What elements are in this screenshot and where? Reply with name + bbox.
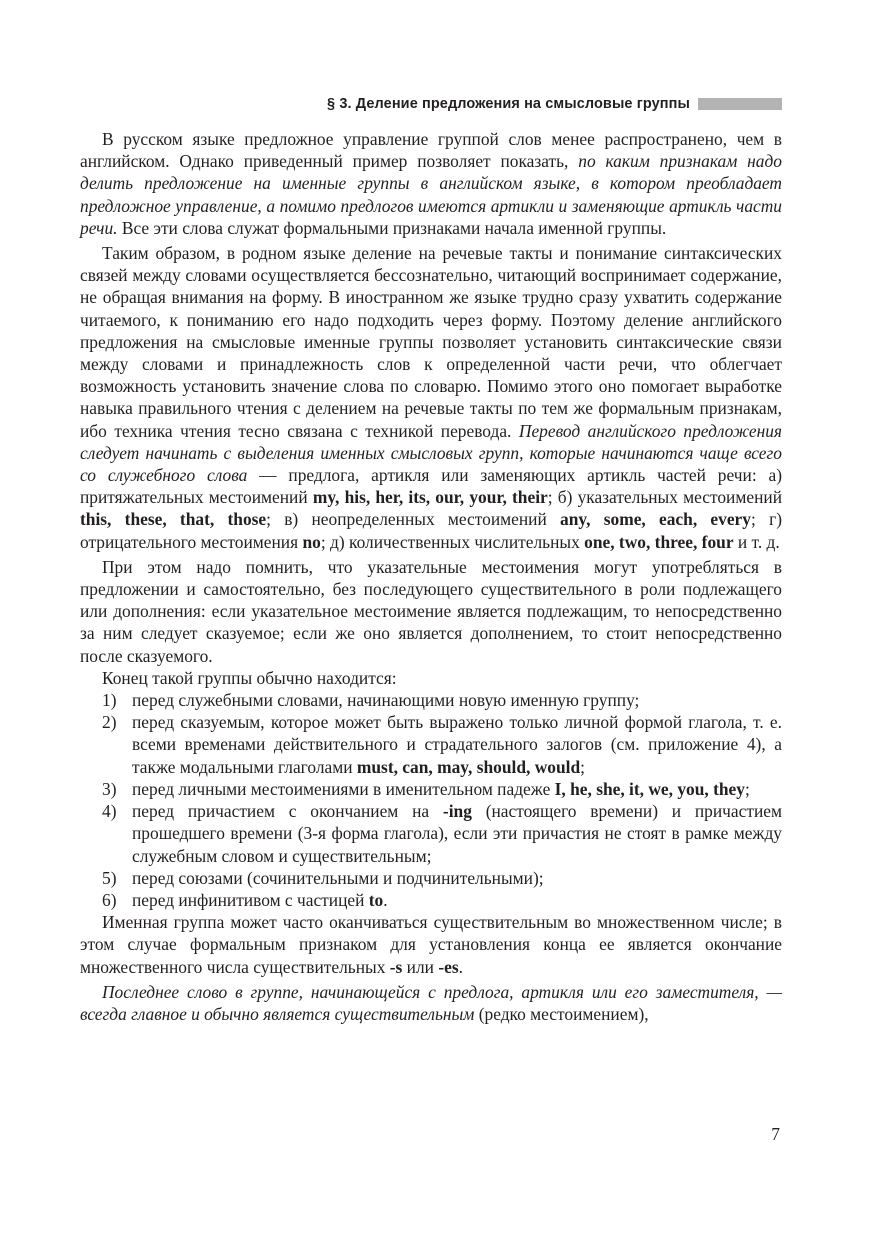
ordered-list (80, 689, 782, 911)
italic-run: Перевод английского предложения следует начинать с выделения именных смысловых групп, которые начинаются чаще всего со служебного слова (80, 420, 782, 486)
section-title: § 3. Деление предложения на смысловые группы (327, 96, 690, 112)
list-text (132, 711, 782, 778)
list-item (80, 689, 782, 711)
list-text (132, 689, 782, 711)
list-number: 5) (102, 867, 117, 888)
text-run: Таким образом, в родном языке деление на речевые такты и понимание синтаксических связей между словами осуществляется бессознательно, читающий воспринимает содержание, не обращая внимания на форму. В иностранном же языке трудно сразу ухватить содержание читаемого, к пониманию его надо подходить через форму. Поэтому деление английского предложения на смысловые именные группы позволяет установить синтаксические связи между словами и принадлежность слов к определенной части речи, что облегчает возможность установить значение слова по словарю. Помимо этого оно помогает выработке навыка правильного чтения с делением на речевые такты по тем же формальным признакам, ибо техника чтения тесно связана с техникой перевода. (80, 243, 782, 441)
bold-run: one, two, three, four (584, 531, 734, 552)
text-run: Именная группа может часто оканчиваться существительным во множественном числе; в этом случае формальным признаком для установления конца ее является окончание множественного числа существительных (80, 912, 782, 977)
paragraph-1 (80, 128, 782, 239)
paragraph-4: Конец такой группы обычно находится: (102, 667, 397, 688)
text-run: ; (580, 756, 585, 777)
paragraph-6 (80, 981, 782, 1025)
list-item (80, 711, 782, 778)
text-run: перед личными местоимениями в именительном падеже (132, 778, 555, 799)
list-number: 6) (102, 889, 117, 910)
header-decor-bar (698, 98, 782, 110)
text-run: перед инфинитивом с частицей (132, 889, 369, 910)
text-run: — предлога, артикля или заменяющих артикль частей речи: а) притяжательных местоимений (80, 465, 783, 508)
text-run: Все эти слова служат формальными признаками начала именной группы. (117, 217, 667, 238)
text-run: ; д) количественных числительных (320, 531, 585, 552)
text-run: (редко местоимением), (474, 1003, 649, 1024)
text-run: ; б) указательных местоимений (547, 487, 783, 508)
bold-run: any, some, each, every (560, 509, 751, 530)
bold-run: must, can, may, should, would (356, 756, 581, 777)
bold-run: to (368, 889, 384, 910)
text-run: перед союзами (сочинительными и подчинительными); (132, 867, 544, 888)
bold-run: -ing (442, 801, 472, 822)
list-number: 3) (102, 778, 117, 799)
text-run: перед причастием с окончанием на (132, 801, 443, 822)
bold-run: -es (438, 956, 459, 977)
text-run: . (383, 889, 388, 910)
list-item (80, 867, 782, 889)
paragraph-5 (80, 911, 782, 978)
page-number: 7 (771, 1124, 780, 1144)
bold-run: this, these, that, those (80, 509, 267, 530)
italic-run: по каким признакам надо делить предложение на именные группы в английском языке, в котором преобладает предложное управление, а помимо предлогов имеются артикли и заменяющие артикль части речи. (80, 151, 782, 238)
list-item (80, 778, 782, 800)
text-run: перед служебными словами, начинающими новую именную группу; (132, 690, 640, 711)
paragraph-3: При этом надо помнить, что указательные местоимения могут употребляться в предложении и самостоятельно, без последующего существительного в роли подлежащего или дополнения: если указательное местоимение является подлежащим, то непосредственно за ним следует сказуемое; если же оно является дополнением, то стоит непосредственно после сказуемого. (80, 556, 782, 666)
italic-run: Последнее слово в группе, начинающейся с предлога, артикля или его заместителя, — всегда главное и обычно является существительным (80, 981, 782, 1024)
bold-run: -s (389, 956, 403, 977)
list-number: 4) (102, 801, 117, 822)
text-run: ; (744, 778, 750, 799)
running-header (80, 94, 782, 114)
list-number: 2) (102, 712, 117, 733)
text-run: ; в) неопределенных местоимений (266, 509, 561, 530)
list-number: 1) (102, 690, 117, 711)
list-text (132, 867, 782, 889)
paragraph-2 (80, 242, 782, 553)
list-item (80, 889, 782, 911)
main-text (80, 128, 782, 1025)
list-text (132, 889, 782, 911)
text-run: В русском языке предложное управление группой слов менее распространено, чем в английском. Однако приведенный пример позволяет показать, (80, 129, 782, 172)
bold-run: no (302, 531, 321, 552)
text-run: ; г) отрицательного местоимения (80, 509, 782, 552)
list-text (132, 800, 782, 867)
text-run: . (458, 956, 463, 977)
bold-run: I, he, she, it, we, you, they (554, 778, 745, 799)
text-run: или (402, 956, 439, 977)
text-run: (настоящего времени) и причастием прошедшего времени (3-я форма глагола), если эти причастия не стоят в рамке между служебным словом и существительным; (132, 801, 782, 866)
list-item (80, 800, 782, 867)
text-run: перед сказуемым, которое может быть выражено только личной формой глагола, т. е. всеми временами действительного и страдательного залогов (см. приложение 4), а также модальными глаголами (132, 712, 782, 777)
bold-run: my, his, her, its, our, your, their (312, 487, 548, 508)
text-run: и т. д. (733, 531, 780, 552)
list-text (132, 778, 782, 800)
